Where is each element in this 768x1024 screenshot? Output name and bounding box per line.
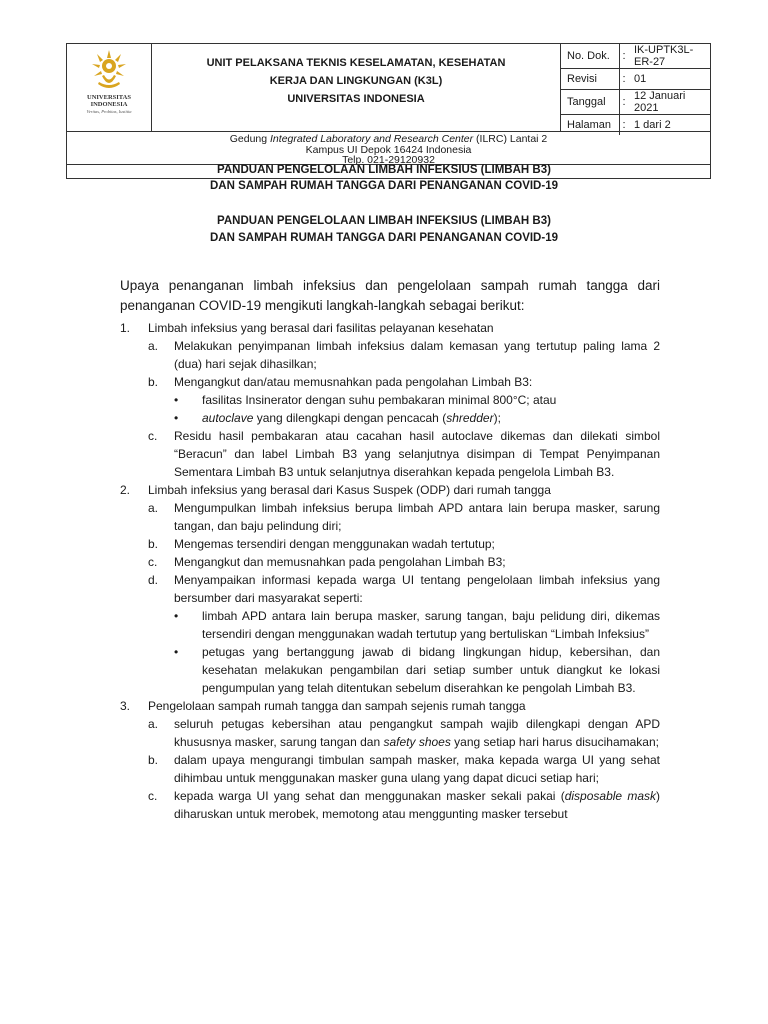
list-item (148, 499, 660, 535)
bullet-text: fasilitas Insinerator dengan suhu pembakaran minimal 800°C; atau (202, 393, 557, 407)
list-item (148, 715, 660, 751)
item-letter: a. (148, 717, 159, 731)
item-text: Mengangkut dan memusnahkan pada pengolahan Limbah B3; (174, 555, 506, 569)
meta-colon: : (620, 69, 629, 90)
bullet-icon: • (174, 393, 179, 407)
meta-row (561, 90, 710, 115)
item-text: Menyampaikan informasi kepada warga UI tentang pengelolaan limbah infeksius yang bersumber dari masyarakat seperti: (174, 573, 660, 605)
item-letter: d. (148, 573, 159, 587)
section-2 (120, 481, 660, 499)
section-title: Limbah infeksius yang berasal dari fasilitas pelayanan kesehatan (148, 321, 494, 335)
bullet-text-part: ); (493, 411, 501, 425)
section-number: 2. (120, 483, 131, 497)
meta-key: No. Dok. (561, 44, 620, 69)
meta-value: 12 Januari 2021 (628, 90, 710, 115)
section-1 (120, 319, 660, 337)
item-letter: c. (148, 429, 158, 443)
document-meta-table (561, 44, 710, 135)
section-number: 1. (120, 321, 131, 335)
meta-value: 01 (628, 69, 710, 90)
section-number: 3. (120, 699, 131, 713)
item-text: Mengumpulkan limbah infeksius berupa limbah APD antara lain berupa masker, sarung tangan, dan baju pelindung diri; (174, 501, 660, 533)
item-text: Melakukan penyimpanan limbah infeksius dalam kemasan yang tertutup paling lama 2 (dua) hari sejak dihasilkan; (174, 339, 660, 371)
item-text (148, 787, 660, 823)
page-title-line: PANDUAN PENGELOLAAN LIMBAH INFEKSIUS (LIMBAH B3) (217, 215, 551, 227)
list-item (148, 787, 660, 823)
meta-key: Revisi (561, 69, 620, 90)
address-block (67, 131, 710, 164)
page-title-line: DAN SAMPAH RUMAH TANGGA DARI PENANGANAN COVID-19 (210, 232, 558, 244)
logo-cell (67, 44, 152, 131)
bullet-icon: • (174, 411, 179, 425)
meta-value: 1 dari 2 (634, 119, 671, 131)
intro-paragraph: Upaya penanganan limbah infeksius dan pengelolaan sampah rumah tangga dari penanganan COVID-19 mengikuti langkah-langkah sebagai berikut: (120, 278, 660, 313)
item-text: dalam upaya mengurangi timbulan sampah masker, maka kepada warga UI yang sehat dihimbau untuk menggunakan masker guna ulang yang dapat dicuci setiap hari; (174, 753, 660, 785)
unit-line: UNIVERSITAS INDONESIA (287, 93, 425, 105)
item-letter: c. (148, 555, 158, 569)
address-text: Gedung (229, 133, 271, 145)
bullet-text (174, 409, 660, 427)
logo-motto: Veritas, Probitas, Iustitia (86, 109, 132, 114)
meta-row (561, 69, 710, 90)
item-letter: b. (148, 537, 159, 551)
header-title-line: DAN SAMPAH RUMAH TANGGA DARI PENANGANAN COVID-19 (210, 180, 558, 192)
italic-term: autoclave (202, 411, 254, 425)
item-text-part: ) diharuskan untuk merobek, memotong atau menggunting masker tersebut (174, 789, 660, 821)
address-phone: Telp. 021-29120932 (342, 154, 435, 166)
section-title: Pengelolaan sampah rumah tangga dan sampah sejenis rumah tangga (148, 699, 526, 713)
meta-key: Halaman (561, 115, 620, 136)
unit-line: KERJA DAN LINGKUNGAN (K3L) (269, 75, 443, 87)
list-item (148, 751, 660, 787)
item-text: Mengangkut dan/atau memusnahkan pada pengolahan Limbah B3: (174, 375, 533, 389)
ui-logo (79, 48, 139, 128)
list-item (148, 427, 660, 481)
document-header (66, 43, 711, 179)
meta-value: IK-UPTK3L-ER-27 (628, 44, 710, 69)
meta-colon: : (620, 90, 629, 115)
unit-name-cell (152, 44, 561, 131)
italic-term: disposable mask (564, 789, 656, 803)
page-title (0, 213, 768, 247)
italic-term: shredder (446, 411, 494, 425)
bullet-item (174, 391, 660, 409)
item-letter: c. (148, 789, 158, 803)
bullet-text: petugas yang bertanggung jawab di bidang lingkungan hidup, kebersihan, dan kesehatan melakukan pengambilan dari setiap sumber untuk diangkut ke lokasi pengumpulan yang telah ditentukan sebelum diserahkan ke pengolah Limbah B3. (202, 645, 660, 695)
bullet-text: limbah APD antara lain berupa masker, sarung tangan, baju pelidung diri, dikemas tersendiri dengan menggunakan wadah tertutup yang bertuliskan “Limbah Infeksius” (202, 609, 660, 641)
makara-logo-icon (89, 48, 129, 92)
logo-name: UNIVERSITAS INDONESIA (87, 94, 131, 108)
list-item (148, 553, 660, 571)
section-3 (120, 697, 660, 715)
address-building-name: Integrated Laboratory and Research Center (270, 133, 474, 145)
unit-line: UNIT PELAKSANA TEKNIS KESELAMATAN, KESEHATAN (206, 57, 506, 69)
header-title-line: PANDUAN PENGELOLAAN LIMBAH INFEKSIUS (LIMBAH B3) (217, 164, 551, 176)
section-title: Limbah infeksius yang berasal dari Kasus Suspek (ODP) dari rumah tangga (148, 483, 551, 497)
item-text-part: yang setiap hari harus disucihamakan; (450, 735, 659, 749)
meta-row (561, 44, 710, 69)
bullet-icon: • (174, 609, 179, 623)
item-text-part: kepada warga UI yang sehat dan menggunakan masker sekali pakai ( (174, 789, 565, 803)
item-text-part: seluruh petugas kebersihan atau pengangkut sampah wajib dilengkapi dengan APD khususnya masker, sarung tangan dan (174, 717, 660, 749)
italic-term: safety shoes (383, 735, 451, 749)
bullet-item (174, 409, 660, 427)
address-text: (ILRC) Lantai 2 (473, 133, 548, 145)
item-letter: b. (148, 753, 159, 767)
header-document-title (0, 162, 768, 194)
item-text (148, 715, 660, 751)
item-letter: a. (148, 501, 159, 515)
item-letter: b. (148, 375, 159, 389)
bullet-item (174, 643, 660, 697)
meta-key: Tanggal (561, 90, 620, 115)
item-text: Mengemas tersendiri dengan menggunakan wadah tertutup; (174, 537, 495, 551)
list-item (148, 337, 660, 373)
list-item (148, 535, 660, 553)
item-text: Residu hasil pembakaran atau cacahan hasil autoclave dikemas dan dilekati simbol “Beracun” dan label Limbah B3 yang selanjutnya disimpan di Tempat Penyimpanan Sementara Limbah B3 untuk selanjutnya diserahkan kepada pengelola Limbah B3. (174, 429, 660, 479)
document-body (120, 276, 660, 823)
bullet-item (174, 607, 660, 643)
list-item (148, 373, 660, 391)
address-line-2: Kampus UI Depok 16424 Indonesia (305, 144, 472, 156)
meta-colon: : (620, 44, 629, 69)
list-item (148, 571, 660, 607)
item-letter: a. (148, 339, 159, 353)
bullet-text-part: yang dilengkapi dengan pencacah ( (253, 411, 447, 425)
bullet-icon: • (174, 645, 179, 659)
meta-colon: : (622, 119, 626, 131)
